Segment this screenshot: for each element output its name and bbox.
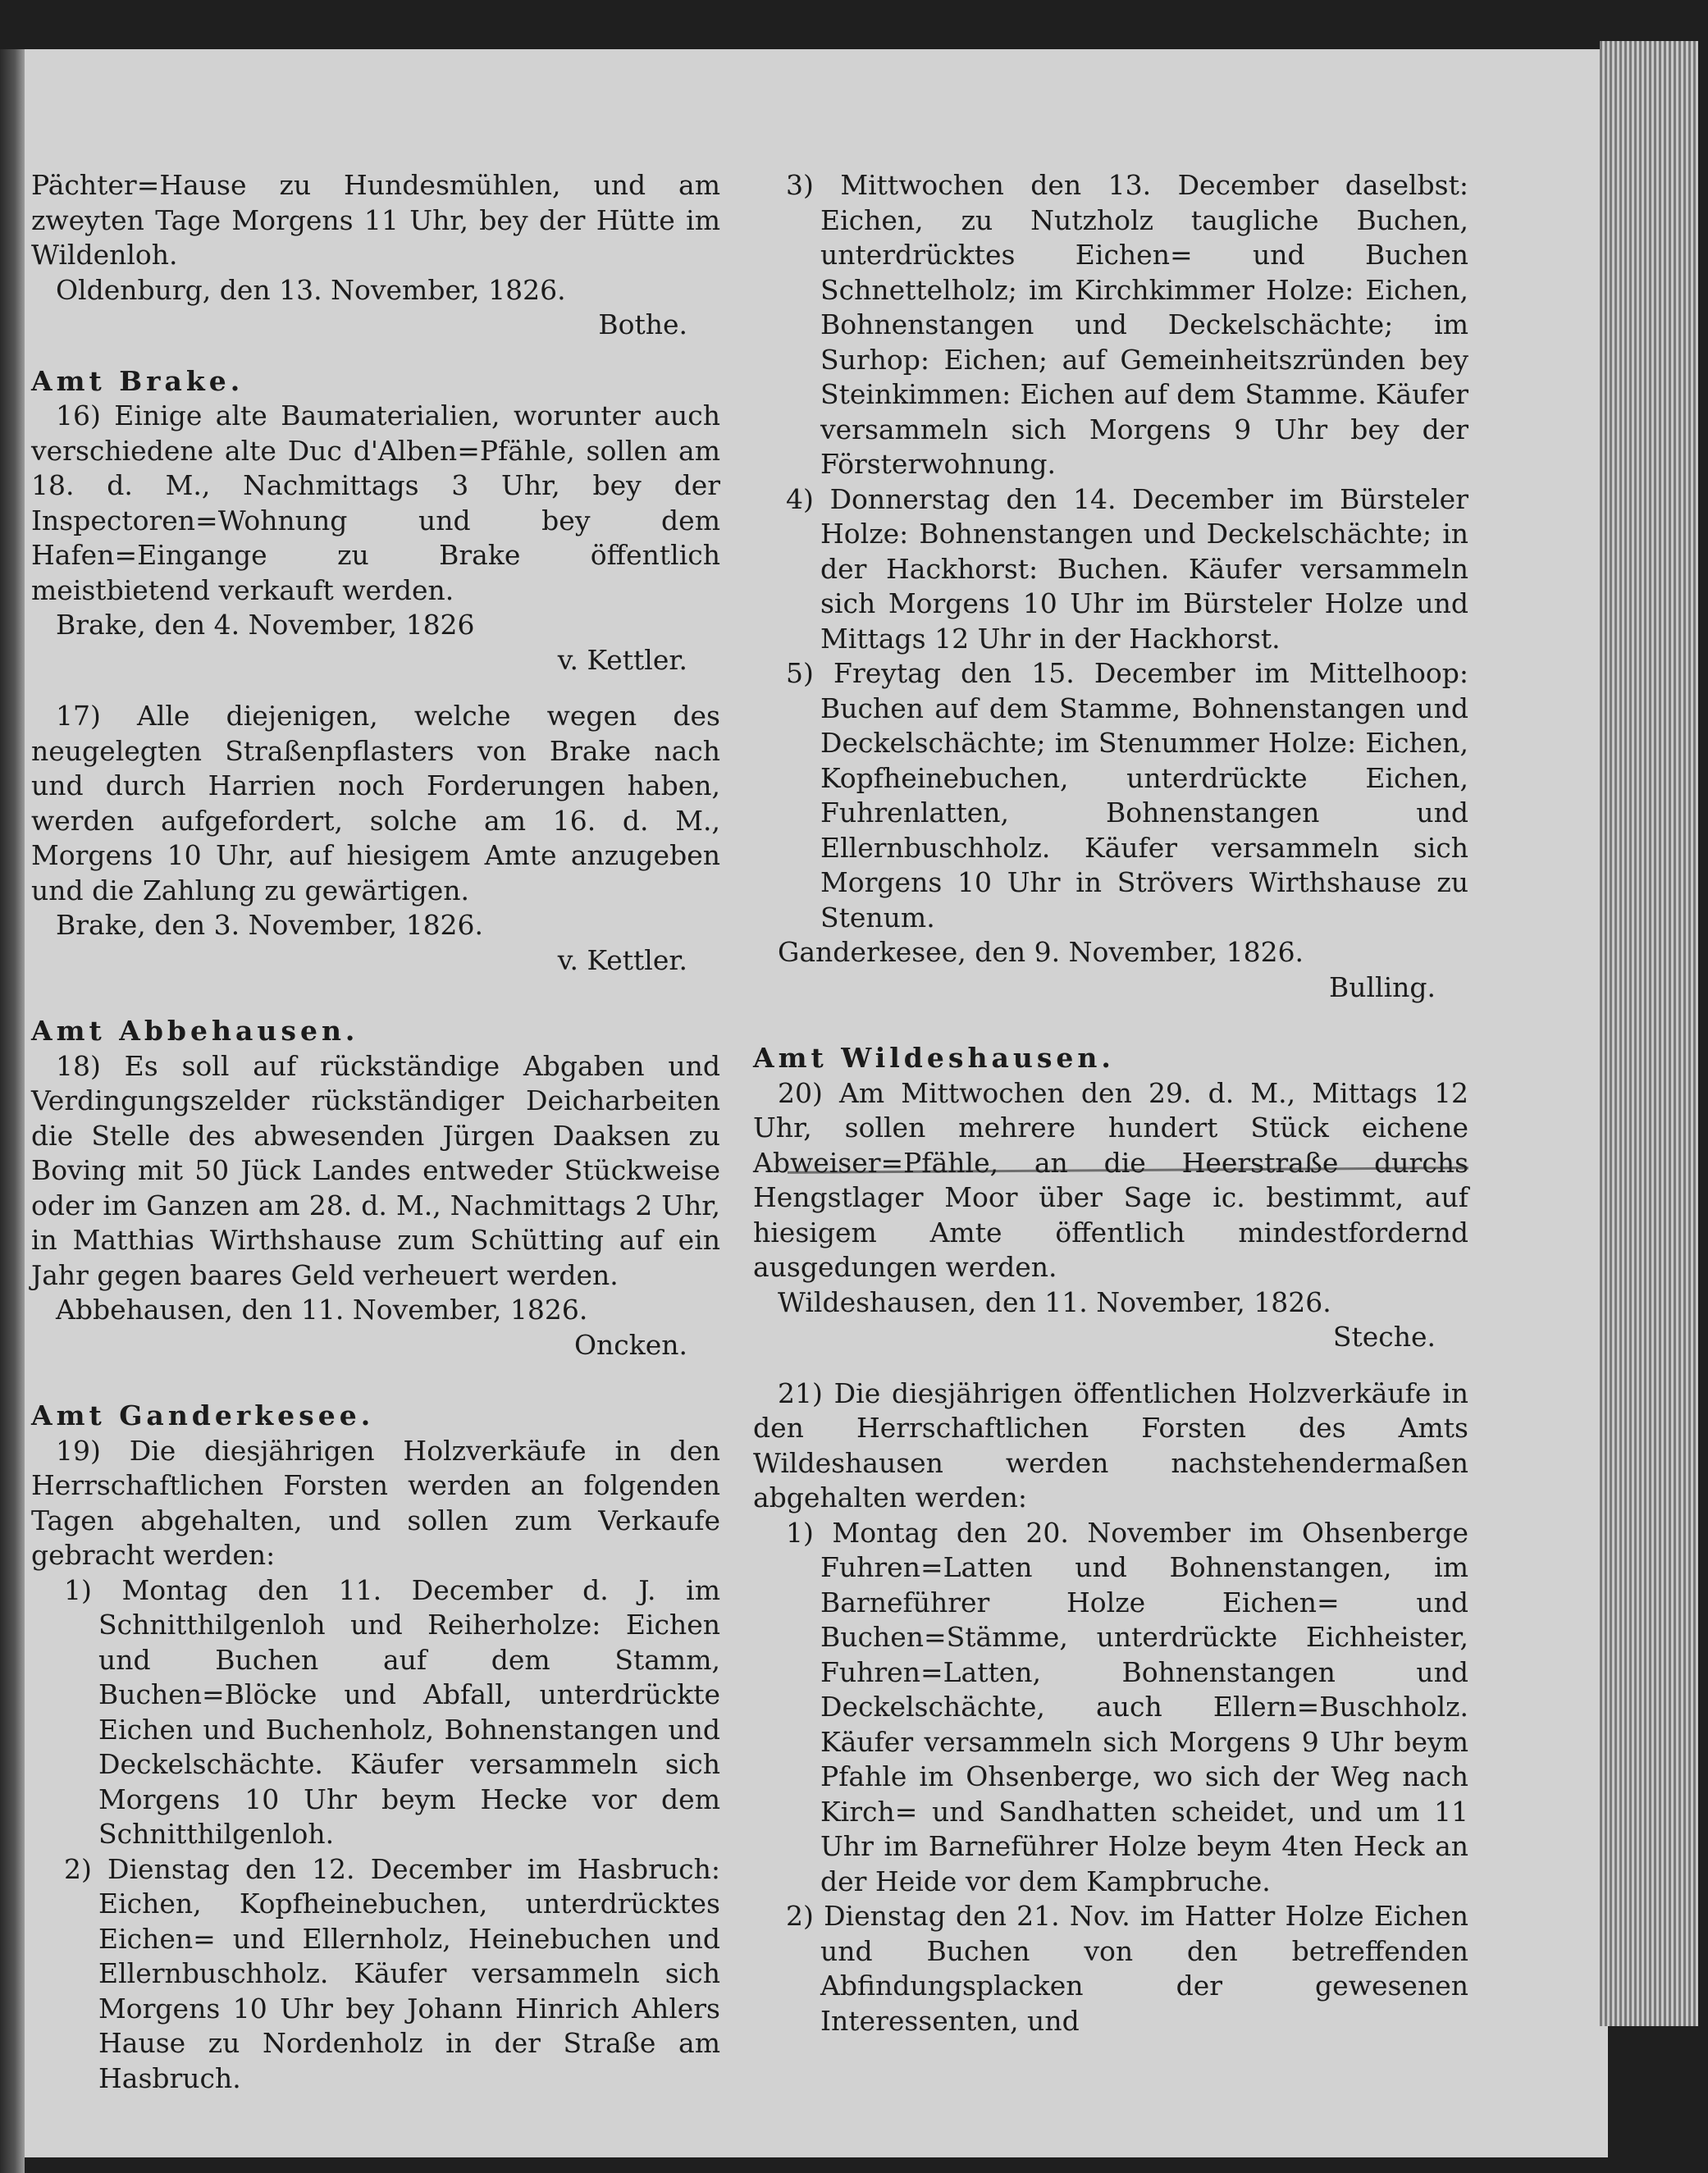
notice-17: 17) Alle diejenigen, welche wegen des neugelegten Straßenpflasters von Brake nach und durch Harrien noch Forderungen haben, werden aufgefordert, solche am 16. d. M., Morgens 10 Uhr, auf hiesigem Amte anzugeben und die Zahlung zu gewärtigen.: [31, 700, 720, 906]
signature: Steche.: [1332, 1321, 1436, 1353]
notice-19-item-1: 1) Montag den 11. December d. J. im Schnitthilgenloh und Reiherholze: Eichen und Buchen auf dem Stamm, Buchen=Blöcke und Abfall, unterdrückte Eichen und Buchenholz, Bohnenstangen und Deckelschächte. Käufer versammeln sich Morgens 10 Uhr beym Hecke vor dem Schnitthilgenloh.: [64, 1573, 720, 1850]
signature: Oncken.: [573, 1328, 687, 1361]
signature: v. Kettler.: [557, 943, 687, 976]
notice-19-item-3: 3) Mittwochen den 13. December daselbst: Eichen, zu Nutzholz taugliche Buchen, unterdrücktes Eichen= und Buchen Schnettelholz; im Kirchkimmer Holze: Eichen, Bohnenstangen und Deckelschächte; im Surhop: Eichen; auf Gemeinheitszründen bey Steinkimmen: Eichen auf dem Stamme. Käufer versammeln sich Morgens 9 Uhr bey der Försterwohnung.: [786, 169, 1468, 480]
dateline: Wildeshausen, den 11. November, 1826.: [778, 1285, 1331, 1318]
dateline: Abbehausen, den 11. November, 1826.: [56, 1294, 588, 1326]
book-spine: [0, 49, 25, 2173]
continued-paragraph: Pächter=Hause zu Hundesmühlen, und am zweyten Tage Morgens 11 Uhr, bey der Hütte im Wildenloh.: [31, 169, 720, 271]
notice-19-item-4: 4) Donnerstag den 14. December im Bürsteler Holze: Bohnenstangen und Deckelschächte; in der Hackhorst: Buchen. Käufer versammeln sich Morgens 10 Uhr im Bürsteler Holze und Mittags 12 Uhr in der Hackhorst.: [786, 482, 1468, 655]
notice-16: 16) Einige alte Baumaterialien, worunter auch verschiedene alte Duc d'Alben=Pfähle, sollen am 18. d. M., Nachmittags 3 Uhr, bey der Inspectoren=Wohnung und bey dem Hafen=Eingange zu Brake öffentlich meistbietend verkauft werden.: [31, 399, 720, 606]
notice-21-intro: 21) Die diesjährigen öffentlichen Holzverkäufe in den Herrschaftlichen Forsten des Amts Wildeshausen werden nachstehendermaßen abgehalten werden:: [753, 1376, 1468, 1513]
page-edges: [1600, 41, 1698, 2026]
section-heading-wildeshausen: Amt Wildeshausen.: [753, 1042, 1115, 1074]
signature: v. Kettler.: [557, 643, 687, 676]
left-column: [31, 168, 720, 2096]
notice-20: 20) Am Mittwochen den 29. d. M., Mittags 12 Uhr, sollen mehrere hundert Stück eichene Abweiser=Pfähle, an die Heerstraße durchs Hengstlager Moor über Sage ic. bestimmt, auf hiesigem Amte öffentlich mindestfordernd ausgedungen werden.: [753, 1076, 1468, 1283]
signature: Bulling.: [1328, 970, 1436, 1003]
section-heading-brake: Amt Brake.: [31, 364, 244, 397]
section-heading-ganderkesee: Amt Ganderkesee.: [31, 1399, 375, 1431]
notice-21-item-1: 1) Montag den 20. November im Ohsenberge Fuhren=Latten und Bohnenstangen, im Barneführer Holze Eichen= und Buchen=Stämme, unterdrückte Eichheister, Fuhren=Latten, Bohnenstangen und Deckelschächte, auch Ellern=Buschholz. Käufer versammeln sich Morgens 9 Uhr beym Pfahle im Ohsenberge, wo sich der Weg nach Kirch= und Sandhatten scheidet, und um 11 Uhr im Barneführer Holze beym 4ten Heck an der Heide vor dem Kampbruche.: [786, 1516, 1468, 1897]
signature: Bothe.: [598, 308, 687, 340]
dateline: Oldenburg, den 13. November, 1826.: [56, 273, 566, 306]
notice-19-item-2: 2) Dienstag den 12. December im Hasbruch: Eichen, Kopfheinebuchen, unterdrücktes Eichen= und Ellernholz, Heinebuchen und Ellernbuschholz. Käufer versammeln sich Morgens 10 Uhr bey Johann Hinrich Ahlers Hause zu Nordenholz in der Straße am Hasbruch.: [64, 1852, 720, 2094]
dateline: Brake, den 4. November, 1826: [56, 609, 475, 641]
notice-19-item-5: 5) Freytag den 15. December im Mittelhoop: Buchen auf dem Stamme, Bohnenstangen und Deckelschächte; im Stenummer Holze: Eichen, Kopfheinebuchen, unterdrückte Eichen, Fuhrenlatten, Bohnenstangen und Ellernbuschholz. Käufer versammeln sich Morgens 10 Uhr in Strövers Wirthshause zu Stenum.: [786, 657, 1468, 934]
notice-19-intro: 19) Die diesjährigen Holzverkäufe in den Herrschaftlichen Forsten werden an folgenden Tagen abgehalten, und sollen zum Verkaufe gebracht werden:: [31, 1434, 720, 1571]
dateline: Brake, den 3. November, 1826.: [56, 909, 484, 941]
section-heading-abbehausen: Amt Abbehausen.: [31, 1015, 359, 1047]
right-column: [753, 168, 1468, 2038]
dateline: Ganderkesee, den 9. November, 1826.: [778, 936, 1304, 968]
notice-21-item-2: 2) Dienstag den 21. Nov. im Hatter Holze Eichen und Buchen von den betreffenden Abfindungsplacken der gewesenen Interessenten, und: [786, 1900, 1468, 2037]
notice-18: 18) Es soll auf rückständige Abgaben und Verdingungszelder rückständiger Deicharbeiten die Stelle des abwesenden Jürgen Daaksen zu Boving mit 50 Jück Landes entweder Stückweise oder im Ganzen am 28. d. M., Nachmittags 2 Uhr, in Matthias Wirthshause zum Schütting auf ein Jahr gegen baares Geld verheuert werden.: [31, 1049, 720, 1291]
